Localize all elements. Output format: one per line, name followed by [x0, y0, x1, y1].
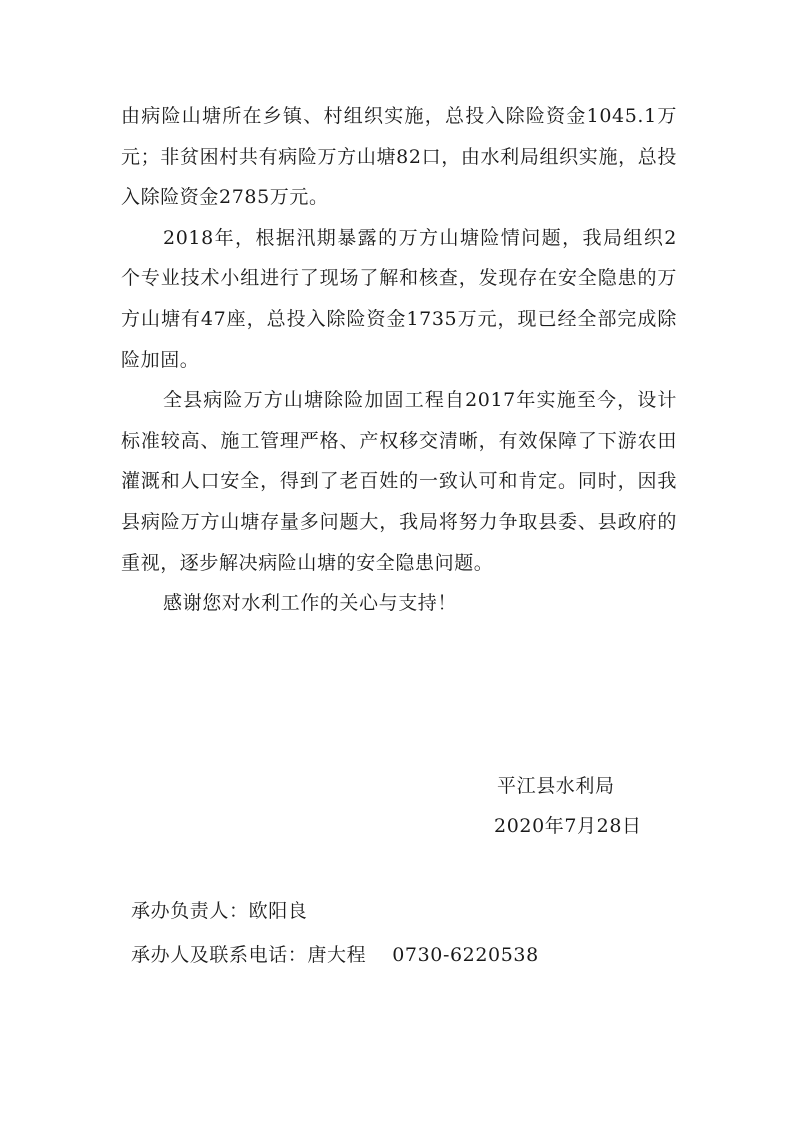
signature-date: 2020年7月28日 — [494, 815, 642, 837]
signature-block — [494, 766, 642, 846]
handler-phone: 0730-6220538 — [392, 944, 539, 966]
responsible-label: 承办负责人： — [131, 900, 249, 922]
paragraph-3: 全县病险万方山塘除险加固工程自2017年实施至今，设计标准较高、施工管理严格、产权移交清晰，有效保障了下游农田灌溉和人口安全，得到了老百姓的一致认可和肯定。同时，因我县病险万方山塘存量多问题大，我局将努力争取县委、县政府的重视，逐步解决病险山塘的安全隐患问题。 — [121, 389, 677, 574]
closing-line: 感谢您对水利工作的关心与支持！ — [163, 592, 458, 615]
document-body — [121, 96, 677, 624]
signature-organization: 平江县水利局 — [497, 775, 615, 797]
handler-line — [131, 933, 539, 977]
handler-label: 承办人及联系电话： — [131, 944, 308, 966]
paragraph-1: 由病险山塘所在乡镇、村组织实施，总投入除险资金1045.1万元；非贫困村共有病险万方山塘82口，由水利局组织实施，总投入除险资金2785万元。 — [121, 105, 677, 209]
responsible-person-line — [131, 889, 539, 933]
paragraph-2: 2018年，根据汛期暴露的万方山塘险情问题，我局组织2个专业技术小组进行了现场了解和核查，发现存在安全隐患的万方山塘有47座，总投入除险资金1735万元，现已经全部完成除险加固。 — [121, 226, 677, 371]
handler-name: 唐大程 — [307, 944, 367, 966]
contact-block — [131, 889, 539, 977]
responsible-name: 欧阳良 — [248, 900, 308, 922]
